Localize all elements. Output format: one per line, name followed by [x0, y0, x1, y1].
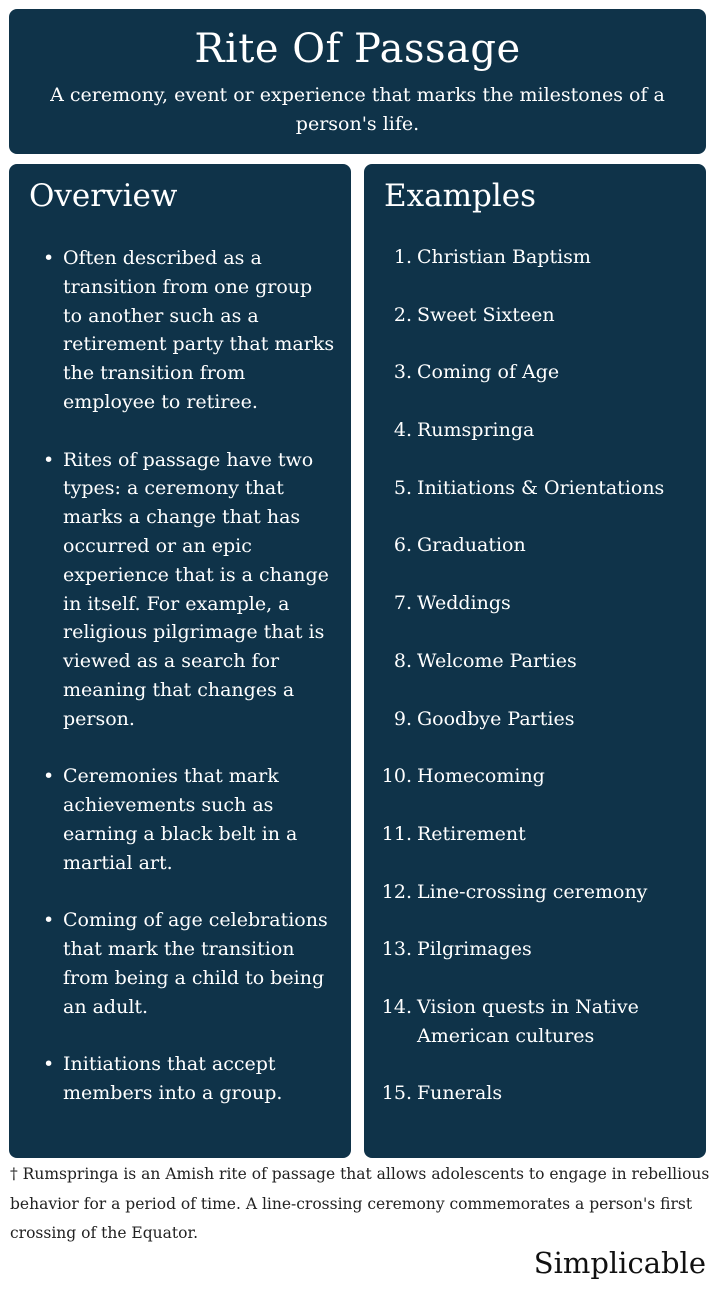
overview-item: [9, 906, 351, 1021]
bullet-icon: •: [43, 247, 55, 269]
example-item: [364, 416, 706, 445]
overview-item: [9, 446, 351, 734]
example-label: Line-crossing ceremony: [417, 880, 648, 903]
bullet-icon: •: [43, 909, 55, 932]
overview-item-text: Coming of age celebrations that mark the transition from being a child to being an adult.: [63, 909, 328, 1018]
overview-item: [9, 1050, 351, 1108]
example-item: [364, 993, 706, 1051]
bullet-icon: •: [43, 765, 55, 788]
example-label: Welcome Parties: [417, 649, 577, 672]
bullet-icon: •: [43, 448, 55, 471]
example-number: 6.: [393, 534, 412, 557]
bullet-icon: •: [43, 1053, 55, 1076]
example-item: [364, 243, 706, 272]
footnote: † Rumspringa is an Amish rite of passage that allows adolescents to engage in rebellious behavior for a period of time. A line-crossing ceremony commemorates a person's first crossing of the Equator.: [10, 1165, 710, 1242]
example-item: [364, 762, 706, 791]
example-number: 8.: [393, 649, 412, 672]
example-item: [364, 589, 706, 618]
example-label: Pilgrimages: [417, 938, 532, 961]
overview-list: [9, 244, 351, 1137]
examples-list: [364, 243, 706, 1137]
example-label: Graduation: [417, 534, 526, 557]
example-label: Retirement: [417, 822, 526, 845]
page-title: Rite Of Passage: [194, 26, 521, 72]
example-label: Christian Baptism: [417, 246, 591, 268]
example-label: Funerals: [417, 1082, 503, 1105]
overview-item-text: Ceremonies that mark achievements such as earning a black belt in a martial art.: [63, 765, 298, 874]
example-number: 15.: [381, 1082, 412, 1105]
example-number: 10.: [381, 765, 412, 788]
overview-item-text: Rites of passage have two types: a ceremony that marks a change that has occurred or an epic experience that is a change in itself. For example, a religious pilgrimage that is viewed as a search for meaning that changes a person.: [63, 448, 329, 730]
example-number: 7.: [393, 592, 412, 615]
example-label: Sweet Sixteen: [417, 303, 555, 326]
example-item: [364, 935, 706, 964]
example-item: [364, 878, 706, 907]
example-item: [364, 358, 706, 387]
example-item: [364, 474, 706, 503]
example-number: 13.: [381, 938, 412, 961]
example-number: 1.: [393, 246, 412, 268]
example-label: Coming of Age: [417, 361, 560, 384]
examples-heading: Examples: [384, 178, 537, 214]
overview-heading: Overview: [29, 178, 178, 214]
page-subtitle: A ceremony, event or experience that marks the milestones of a person's life.: [50, 84, 665, 135]
example-number: 11.: [381, 822, 412, 845]
example-label: Rumspringa: [417, 419, 535, 442]
example-number: 4.: [393, 419, 412, 442]
example-item: [364, 647, 706, 676]
example-number: 3.: [393, 361, 412, 384]
example-item: [364, 1079, 706, 1108]
example-item: [364, 705, 706, 734]
example-label: Vision quests in Native American cultures: [417, 995, 639, 1047]
example-item: [364, 531, 706, 560]
overview-item-text: Initiations that accept members into a group.: [63, 1053, 283, 1105]
example-item: [364, 301, 706, 330]
example-number: 12.: [381, 880, 412, 903]
examples-panel: [364, 164, 706, 1158]
example-label: Weddings: [417, 592, 511, 615]
overview-panel: [9, 164, 351, 1158]
example-label: Goodbye Parties: [417, 707, 575, 730]
example-label: Homecoming: [417, 765, 545, 788]
example-label: Initiations & Orientations: [417, 476, 665, 499]
header-panel: [9, 9, 706, 154]
example-number: 5.: [393, 476, 412, 499]
overview-item: [9, 762, 351, 877]
overview-item: [9, 244, 351, 417]
overview-item-text: Often described as a transition from one group to another such as a retirement party that marks the transition from employee to retiree.: [63, 247, 335, 413]
example-number: 14.: [381, 995, 412, 1018]
example-item: [364, 820, 706, 849]
example-number: 9.: [393, 707, 412, 730]
example-number: 2.: [393, 303, 412, 326]
brand-logo: Simplicable: [533, 1246, 706, 1280]
